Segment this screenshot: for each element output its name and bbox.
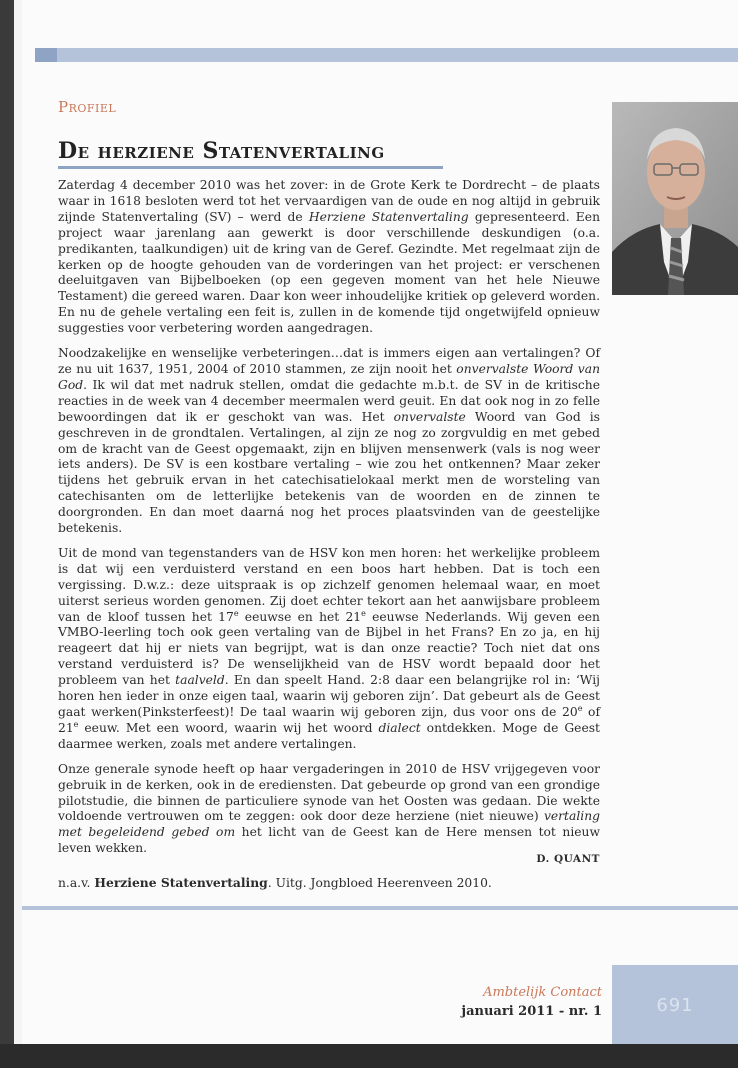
emphasis: vertaling met begeleidend gebed om (58, 809, 600, 840)
scan-edge-left (0, 0, 14, 1048)
page-title: De herziene Statenvertaling (58, 138, 385, 164)
header-band (35, 48, 738, 62)
book-reference (58, 875, 492, 890)
reference-title: Herziene Statenvertaling (94, 875, 268, 890)
superscript: e (73, 719, 79, 729)
author-signature: D. QUANT (536, 853, 600, 865)
text-run: Noodzakelijke en wenselijke verbeteringen…dat is immers eigen aan vertalingen? Of ze nu uit 1637, 1951, 2004 of 2010 stammen, ze zijn nooit het (58, 346, 600, 376)
text-run: Onze generale synode heeft op haar vergaderingen in 2010 de HSV vrijgegeven voor gebruik in de kerken, ook in de erediensten. Dat gebeurde op grond van een grondige pilotstudie, die binnen de particuliere synode van het Oosten was gedaan. Die wekte voldoende vertrouwen om te zeggen: ook door deze herziene (niet nieuwe) (58, 761, 600, 824)
superscript: e (233, 608, 239, 618)
section-label: Profiel (58, 98, 117, 116)
text-run: gepresenteerd. Een project waar jarenlang aan gewerkt is door verschillende deskundigen (o.a. predikanten, taalkundigen) uit de kring van de Geref. Gezindte. Met regelmaat zijn de kerken op de hoogte gehouden van de vorderingen van het project: er verschenen deeluitgaven van Bijbelboeken (op een gegeven moment van het hele Nieuwe Testament) die gereed waren. Daar kon weer inhoudelijke kritiek op geleverd worden. En nu de gehele vertaling een feit is, zullen in de komende tijd ongetwijfeld opnieuw suggesties voor verbetering worden aangedragen. (58, 209, 600, 336)
author-portrait (612, 102, 738, 295)
emphasis: onvervalste (393, 409, 466, 424)
text-run: eeuwse Nederlands. Wij geven een VMBO-leerling toch ook geen vertaling van de Bijbel in het Frans? En zo ja, en hij reageert dat hij er niets van begrijpt, wat is dan onze reactie? Toch niet dat ons verstand verduisterd is? De wenselijkheid van de HSV wordt bepaald door het probleem van het (58, 609, 600, 688)
superscript: e (361, 608, 366, 618)
magazine-issue: januari 2011 - nr. 1 (461, 1004, 602, 1019)
text-run: ontdekken. Moge de Geest daarmee werken, zoals met andere vertalingen. (58, 720, 600, 751)
portrait-photo (612, 102, 738, 295)
emphasis: Herziene Statenvertaling (308, 209, 469, 224)
text-run: eeuwse en het 21 (238, 609, 362, 624)
text-run: Zaterdag 4 december 2010 was het zover: in de Grote Kerk te Dordrecht – de plaats waar in 1618 besloten werd tot het vervaardigen van de oude en nog altijd in gebruik zijnde Statenvertaling (SV) – werd de (58, 178, 600, 224)
paragraph (58, 346, 600, 537)
paragraph (58, 546, 600, 753)
text-run: . Ik wil dat met nadruk stellen, omdat die gedachte m.b.t. de SV in de kritische reacties in de week van 4 december meermalen werd geuit. En dat ook nog in zo felle bewoordingen dat ik er geschokt van was. Het (58, 377, 600, 424)
text-run: Woord van God is geschreven in de grondtalen. Vertalingen, al zijn ze nog zo zorgvuldig en met gebed om de kracht van de Geest opgemaakt, zijn en blijven mensenwerk (vals is nog weer iets anders). De SV is een kostbare vertaling – wie zou het ontkennen? Maar zeker tijdens het gebruik ervan in het catechisatielokaal merkt men de worsteling van catechisanten om de letterlijke betekenis van de woorden en de zinnen te doorgronden. En dan moet daarná nog het proces plaatsvinden van de geestelijke betekenis. (58, 409, 600, 536)
text-run: . En dan speelt Hand. 2:8 daar een belangrijke rol in: ‘Wij horen hen ieder in onze eigen taal, waarin wij geboren zijn’. Dat gebeurt als de Geest gaat werken(Pinksterfeest)! De taal waarin wij geboren zijn, dus voor ons de 20 (58, 673, 600, 719)
footer-rule (22, 906, 738, 910)
header-band-accent (35, 48, 57, 62)
title-underline (58, 166, 443, 169)
emphasis: onvervalste Woord van God (58, 361, 600, 392)
paragraph (58, 762, 600, 857)
article-body (58, 178, 600, 866)
magazine-name: Ambtelijk Contact (483, 985, 602, 1000)
text-run: of 21 (58, 705, 600, 735)
emphasis: taalveld (175, 673, 225, 688)
scan-edge-bottom (0, 1044, 738, 1068)
reference-prefix: n.a.v. (58, 876, 95, 890)
paragraph (58, 178, 600, 337)
text-run: het licht van de Geest kan de Here mensen tot nieuw leven wekken. (58, 825, 600, 856)
reference-suffix: . Uitg. Jongbloed Heerenveen 2010. (267, 876, 492, 890)
superscript: e (577, 703, 583, 713)
text-run: Uit de mond van tegenstanders van de HSV kon men horen: het werkelijke probleem is dat wij een verduisterd verstand en een boos hart hebben. Dat is toch een vergissing. D.w.z.: deze uitspraak is op zichzelf genomen helemaal waar, en moet uiterst serieus worden genomen. Zij doet echter tekort aan het aanwijsbare probleem van de kloof tussen het 17 (58, 545, 600, 624)
emphasis: dialect (378, 720, 421, 735)
page-number: 691 (612, 965, 738, 1045)
text-run: eeuw. Met een woord, waarin wij het woord (78, 720, 379, 735)
